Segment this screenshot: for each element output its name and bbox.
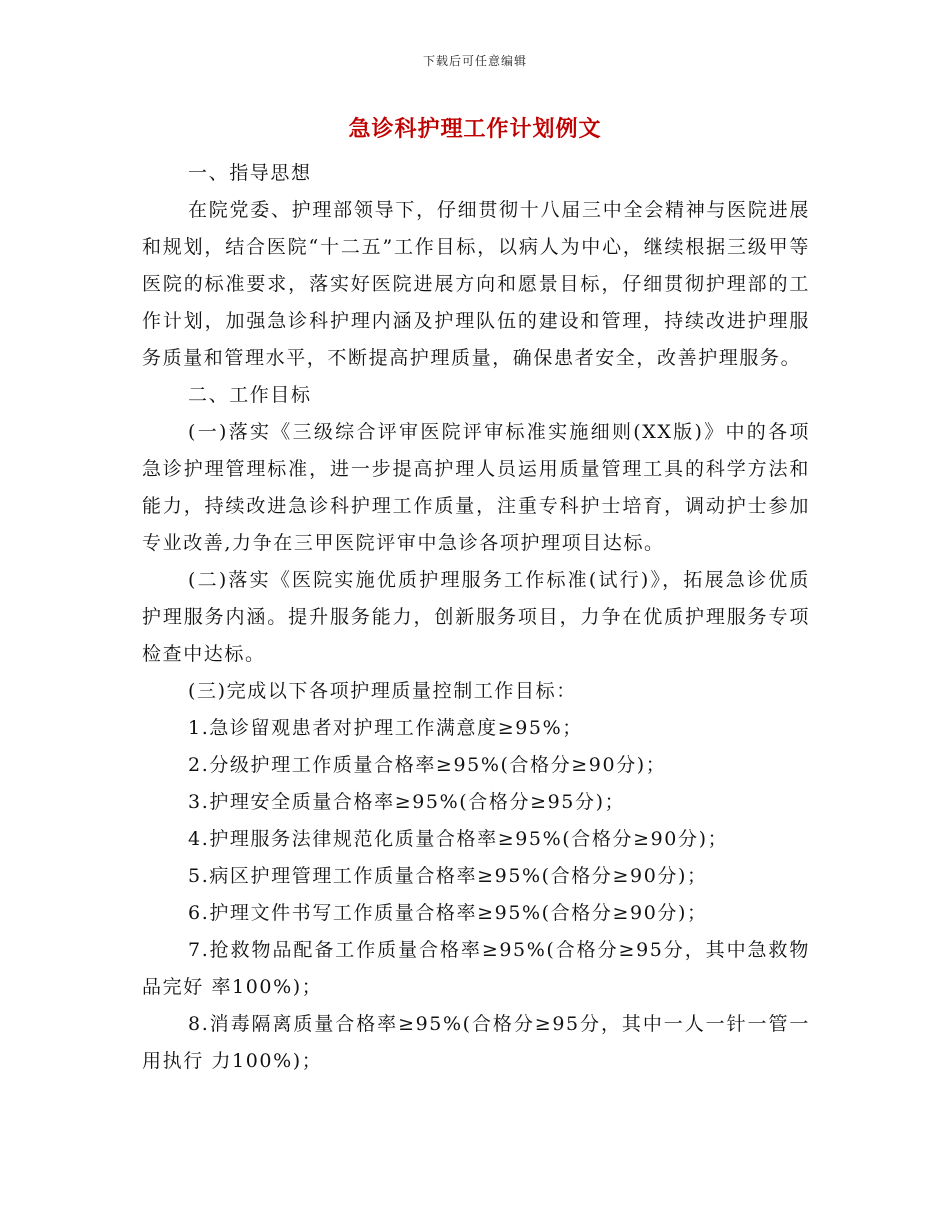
list-item-7: 7.抢救物品配备工作质量合格率≥95%(合格分≥95分，其中急救物品完好 率100%)； — [142, 939, 810, 998]
document-body — [142, 155, 810, 1080]
paragraph-goal-2: (二)落实《医院实施优质护理服务工作标准(试行)》，拓展急诊优质护理服务内涵。提升服务能力，创新服务项目，力争在优质护理服务专项检查中达标。 — [142, 569, 810, 665]
header-note: 下载后可任意编辑 — [422, 54, 527, 68]
list-item-2: 2.分级护理工作质量合格率≥95%(合格分≥90分)； — [188, 754, 667, 776]
list-item-5: 5.病区护理管理工作质量合格率≥95%(合格分≥90分)； — [188, 865, 708, 887]
list-item-8: 8.消毒隔离质量合格率≥95%(合格分≥95分，其中一人一针一管一用执行 力100%)； — [142, 1013, 810, 1072]
document-title: 急诊科护理工作计划例文 — [348, 117, 602, 142]
list-item-1: 1.急诊留观患者对护理工作满意度≥95%； — [188, 717, 583, 739]
paragraph-goal-3: (三)完成以下各项护理质量控制工作目标： — [188, 680, 577, 702]
section-heading-work-goals: 二、工作目标 — [188, 384, 312, 406]
list-item-6: 6.护理文件书写工作质量合格率≥95%(合格分≥90分)； — [188, 902, 708, 924]
paragraph-guiding-ideology: 在院党委、护理部领导下，仔细贯彻十八届三中全会精神与医院进展和规划，结合医院“十二五”工作目标，以病人为中心，继续根据三级甲等医院的标准要求，落实好医院进展方向和愿景目标，仔细贯彻护理部的工作计划，加强急诊科护理内涵及护理队伍的建设和管理，持续改进护理服务质量和管理水平，不断提高护理质量，确保患者安全，改善护理服务。 — [142, 199, 810, 369]
list-item-4: 4.护理服务法律规范化质量合格率≥95%(合格分≥90分)； — [188, 828, 729, 850]
section-heading-guiding-ideology: 一、指导思想 — [188, 162, 312, 184]
list-item-3: 3.护理安全质量合格率≥95%(合格分≥95分)； — [188, 791, 626, 813]
paragraph-goal-1: (一)落实《三级综合评审医院评审标准实施细则(XX版)》中的各项急诊护理管理标准，进一步提高护理人员运用质量管理工具的科学方法和能力，持续改进急诊科护理工作质量，注重专科护士培育，调动护士参加专业改善,力争在三甲医院评审中急诊各项护理项目达标。 — [142, 421, 810, 554]
